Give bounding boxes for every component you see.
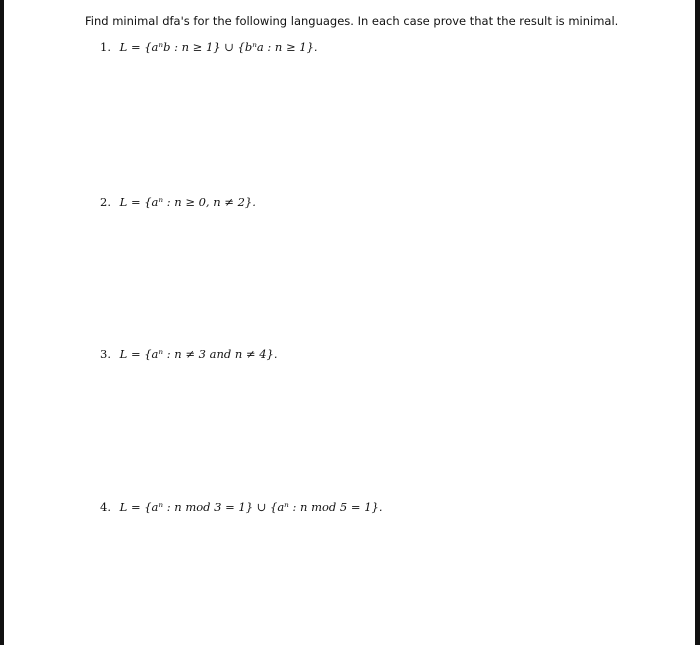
- problem-item: [100, 195, 256, 209]
- problem-expression: L = {aⁿ : n ≥ 0, n ≠ 2}.: [119, 195, 256, 209]
- right-border: [695, 0, 700, 645]
- problem-expression: L = {aⁿ : n mod 3 = 1} ∪ {aⁿ : n mod 5 = 1}.: [119, 500, 383, 514]
- problem-item: [100, 40, 318, 54]
- problem-item: [100, 500, 383, 514]
- problem-number: 1.: [100, 40, 111, 54]
- problem-number: 3.: [100, 347, 111, 361]
- left-border: [0, 0, 4, 645]
- problem-expression: L = {aⁿb : n ≥ 1} ∪ {bⁿa : n ≥ 1}.: [119, 40, 318, 54]
- instructions-text: Find minimal dfa's for the following languages. In each case prove that the result is minimal.: [85, 14, 619, 28]
- problem-number: 2.: [100, 195, 111, 209]
- problem-expression: L = {aⁿ : n ≠ 3 and n ≠ 4}.: [119, 347, 278, 361]
- problem-item: [100, 347, 278, 361]
- problem-number: 4.: [100, 500, 111, 514]
